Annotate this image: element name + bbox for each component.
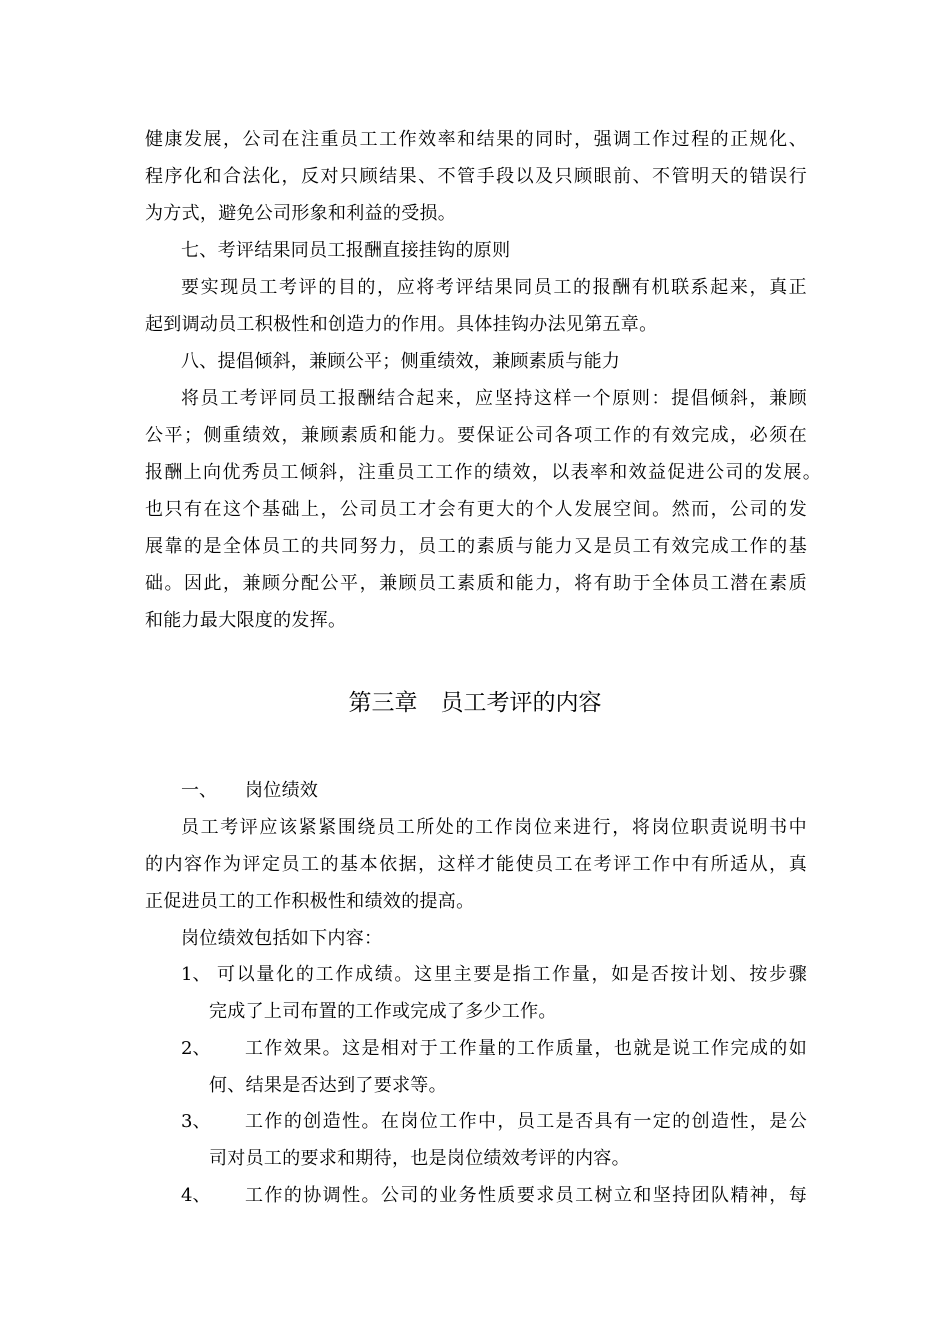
list-item-number: 4、 — [181, 1185, 211, 1206]
list-item-line: 工作效果。这是相对于工作量的工作质量，也就是说工作完成的如 — [245, 1038, 807, 1059]
paragraph-line: 岗位绩效包括如下内容： — [181, 928, 383, 949]
paragraph-line: 程序化和合法化，反对只顾结果、不管手段以及只顾眼前、不管明天的错误行 — [145, 166, 807, 187]
list-item-line: 司对员工的要求和期待，也是岗位绩效考评的内容。 — [209, 1148, 630, 1169]
paragraph-line: 报酬上向优秀员工倾斜，注重员工工作的绩效，以表率和效益促进公司的发展。 — [145, 462, 821, 483]
section-number: 一、 — [181, 780, 217, 801]
list-item-line: 可以量化的工作成绩。这里主要是指工作量，如是否按计划、按步骤 — [217, 964, 807, 985]
paragraph-line: 和能力最大限度的发挥。 — [145, 610, 347, 631]
list-item-number: 2、 — [181, 1038, 211, 1059]
paragraph-line: 为方式，避免公司形象和利益的受损。 — [145, 203, 457, 224]
paragraph-line: 公平；侧重绩效，兼顾素质和能力。要保证公司各项工作的有效完成，必须在 — [145, 425, 807, 446]
list-item-line: 工作的协调性。公司的业务性质要求员工树立和坚持团队精神，每 — [245, 1185, 807, 1206]
paragraph-line: 展靠的是全体员工的共同努力，员工的素质与能力又是员工有效完成工作的基 — [145, 536, 807, 557]
list-item-line: 完成了上司布置的工作或完成了多少工作。 — [209, 1001, 557, 1022]
list-item-number: 3、 — [181, 1111, 211, 1132]
paragraph-line: 础。因此，兼顾分配公平，兼顾员工素质和能力，将有助于全体员工潜在素质 — [145, 573, 807, 594]
section-heading: 岗位绩效 — [245, 780, 319, 801]
list-item-line: 工作的创造性。在岗位工作中，员工是否具有一定的创造性，是公 — [245, 1111, 807, 1132]
paragraph-line: 的内容作为评定员工的基本依据，这样才能使员工在考评工作中有所适从，真 — [145, 854, 807, 875]
paragraph-line: 将员工考评同员工报酬结合起来，应坚持这样一个原则：提倡倾斜，兼顾 — [181, 388, 807, 409]
principle-heading: 八、提倡倾斜，兼顾公平；侧重绩效，兼顾素质与能力 — [181, 351, 621, 372]
paragraph-line: 要实现员工考评的目的，应将考评结果同员工的报酬有机联系起来，真正 — [181, 277, 807, 298]
paragraph-line: 健康发展，公司在注重员工工作效率和结果的同时，强调工作过程的正规化、 — [145, 129, 807, 150]
list-item-number: 1、 — [181, 964, 211, 985]
list-item-line: 何、结果是否达到了要求等。 — [209, 1075, 447, 1096]
principle-heading: 七、考评结果同员工报酬直接挂钩的原则 — [181, 240, 511, 261]
chapter-title: 第三章 员工考评的内容 — [348, 690, 602, 716]
paragraph-line: 员工考评应该紧紧围绕员工所处的工作岗位来进行，将岗位职责说明书中 — [181, 817, 807, 838]
paragraph-line: 正促进员工的工作积极性和绩效的提高。 — [145, 891, 475, 912]
paragraph-line: 也只有在这个基础上，公司员工才会有更大的个人发展空间。然而，公司的发 — [145, 499, 807, 520]
paragraph-line: 起到调动员工积极性和创造力的作用。具体挂钩办法见第五章。 — [145, 314, 658, 335]
